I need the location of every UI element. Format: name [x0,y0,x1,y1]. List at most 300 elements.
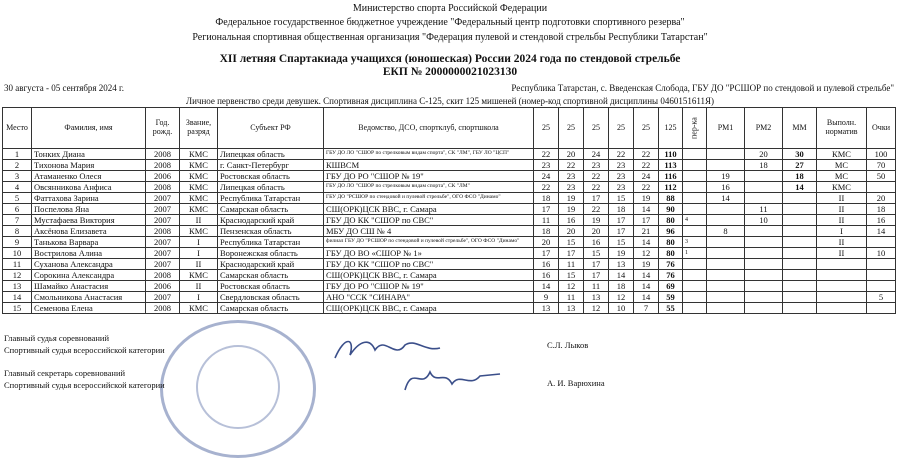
cell-region: Липецкая область [218,149,324,160]
cell-year: 2007 [146,237,180,248]
cell-s1: 16 [534,270,559,281]
cell-points: 100 [867,149,896,160]
column-header: 25 [559,108,584,149]
cell-s3: 19 [584,215,609,226]
competition-dates: 30 августа - 05 сентября 2024 г. [4,83,124,93]
cell-points: 10 [867,248,896,259]
cell-region: Липецкая область [218,182,324,193]
column-header: Ведомство, ДСО, спортклуб, спортшкола [324,108,534,149]
cell-s2: 20 [559,226,584,237]
secretary-name: А. И. Варюхина [547,378,605,388]
cell-s2: 17 [559,248,584,259]
cell-mm [783,248,817,259]
cell-region: Краснодарский край [218,259,324,270]
cell-rm2 [745,237,783,248]
cell-s4: 22 [609,149,634,160]
cell-total: 80 [659,215,683,226]
cell-place: 13 [3,281,32,292]
column-header: Очки [867,108,896,149]
cell-s5: 7 [634,303,659,314]
table-row [3,303,896,314]
cell-org: ГБУ ДО ЛО "СШОР по стрелковым видам спорта", СК "ЛМ" [324,182,534,193]
cell-rm1 [707,281,745,292]
cell-year: 2008 [146,160,180,171]
cell-rm1: 14 [707,193,745,204]
cell-s5: 19 [634,193,659,204]
secretary-title: Главный секретарь соревнований [4,368,126,378]
column-header: 25 [634,108,659,149]
cell-s1: 24 [534,171,559,182]
cell-s5: 14 [634,281,659,292]
cell-total: 112 [659,182,683,193]
cell-s1: 9 [534,292,559,303]
cell-rm2: 11 [745,204,783,215]
cell-name: Поспелова Яна [32,204,146,215]
cell-place: 4 [3,182,32,193]
cell-rm2 [745,281,783,292]
cell-mm [783,281,817,292]
cell-org: КШВСМ [324,160,534,171]
cell-rm1 [707,149,745,160]
cell-total: 113 [659,160,683,171]
cell-region: Воронежская область [218,248,324,259]
cell-norm: КМС [817,182,867,193]
cell-points [867,281,896,292]
cell-s1: 17 [534,204,559,215]
cell-mm [783,303,817,314]
table-row [3,171,896,182]
organization-line: Региональная спортивная общественная организация "Федерация пулевой и стендовой стрельбы Республики Татарстан" [192,32,708,43]
column-header: Место [3,108,32,149]
cell-s2: 23 [559,171,584,182]
cell-org: ГБУ ДО РО "СШОР № 19" [324,171,534,182]
cell-region: Свердловская область [218,292,324,303]
cell-shoot [683,204,707,215]
cell-org: СШ(ОРК)ЦСК ВВС, г. Самара [324,303,534,314]
cell-name: Семенова Елена [32,303,146,314]
cell-norm: II [817,204,867,215]
cell-total: 76 [659,259,683,270]
stamp-inner-ring [196,345,280,429]
cell-s2: 20 [559,149,584,160]
cell-norm: МС [817,160,867,171]
cell-org: ГБУ ДО ВО «СШОР № 1» [324,248,534,259]
table-row [3,182,896,193]
cell-rm2 [745,171,783,182]
cell-year: 2006 [146,171,180,182]
cell-s3: 20 [584,226,609,237]
column-header: Фамилия, имя [32,108,146,149]
cell-org: СШ(ОРК)ЦСК ВВС, г. Самара [324,204,534,215]
column-header: РМ2 [745,108,783,149]
cell-place: 2 [3,160,32,171]
cell-points: 14 [867,226,896,237]
cell-s4: 15 [609,193,634,204]
table-row [3,259,896,270]
cell-points [867,303,896,314]
cell-shoot [683,171,707,182]
cell-s5: 14 [634,204,659,215]
cell-region: Ростовская область [218,281,324,292]
table-row [3,193,896,204]
cell-total: 96 [659,226,683,237]
cell-mm: 14 [783,182,817,193]
cell-s3: 13 [584,292,609,303]
table-row [3,292,896,303]
cell-mm [783,292,817,303]
cell-place: 8 [3,226,32,237]
cell-rank: КМС [180,149,218,160]
cell-org: ГБУ ДО ЛО "СШОР по стрелковым видам спорта", СК "ЛМ", ГБУ ЛО "ЦСП" [324,149,534,160]
cell-s3: 16 [584,237,609,248]
cell-s3: 24 [584,149,609,160]
cell-year: 2007 [146,204,180,215]
cell-rank: КМС [180,193,218,204]
cell-rm1 [707,160,745,171]
column-header: Звание, разряд [180,108,218,149]
cell-name: Аксёнова Елизавета [32,226,146,237]
cell-points: 20 [867,193,896,204]
cell-total: 76 [659,270,683,281]
cell-year: 2008 [146,303,180,314]
cell-year: 2007 [146,292,180,303]
cell-place: 14 [3,292,32,303]
cell-region: Республика Татарстан [218,193,324,204]
cell-s1: 22 [534,149,559,160]
table-row [3,226,896,237]
cell-shoot [683,226,707,237]
cell-region: Пензенская область [218,226,324,237]
cell-total: 80 [659,248,683,259]
cell-norm: II [817,248,867,259]
cell-year: 2007 [146,193,180,204]
cell-norm: КМС [817,149,867,160]
cell-points: 50 [867,171,896,182]
cell-name: Тихонова Мария [32,160,146,171]
cell-rm2: 18 [745,160,783,171]
cell-shoot: 1 [683,248,707,259]
cell-mm [783,226,817,237]
cell-year: 2008 [146,270,180,281]
cell-region: Ростовская область [218,171,324,182]
cell-s3: 12 [584,303,609,314]
cell-rm2: 10 [745,215,783,226]
cell-place: 10 [3,248,32,259]
cell-points [867,237,896,248]
cell-rm1: 8 [707,226,745,237]
cell-s4: 23 [609,182,634,193]
table-row [3,237,896,248]
cell-total: 80 [659,237,683,248]
cell-norm [817,303,867,314]
cell-rm1 [707,248,745,259]
cell-rm2: 20 [745,149,783,160]
cell-s2: 11 [559,259,584,270]
cell-rank: КМС [180,204,218,215]
secretary-category: Спортивный судья всероссийской категории [4,380,165,390]
cell-rm2 [745,270,783,281]
ekp-number: ЕКП № 2000000021023130 [382,66,518,78]
discipline-line: Личное первенство среди девушек. Спортивная дисциплина С-125, скит 125 мишеней (номер-код спортивной дисциплины 0460151611Я) [186,96,714,106]
cell-region: Самарская область [218,204,324,215]
cell-org: СШ(ОРК)ЦСК ВВС, г. Самара [324,270,534,281]
column-header: Выполн. норматив [817,108,867,149]
cell-name: Вострилова Алина [32,248,146,259]
cell-points [867,182,896,193]
cell-rank: II [180,259,218,270]
cell-shoot [683,259,707,270]
cell-rank: КМС [180,303,218,314]
cell-s4: 18 [609,204,634,215]
table-header-row [3,108,896,149]
cell-region: г. Санкт-Петербург [218,160,324,171]
cell-org: ГБУ ДО "РСШОР по стендовой и пулевой стрельбе", ОГО ФСО "Динамо" [324,193,534,204]
cell-s4: 17 [609,215,634,226]
cell-rm2 [745,303,783,314]
cell-place: 6 [3,204,32,215]
cell-s5: 14 [634,292,659,303]
cell-total: 116 [659,171,683,182]
cell-name: Мустафаева Виктория [32,215,146,226]
cell-mm [783,259,817,270]
column-header: 125 [659,108,683,149]
competition-venue: Республика Татарстан, с. Введенская Слобода, ГБУ ДО "РСШОР по стендовой и пулевой стрельбе" [511,83,894,93]
cell-mm [783,204,817,215]
cell-s5: 22 [634,149,659,160]
cell-total: 55 [659,303,683,314]
column-header: 25 [584,108,609,149]
cell-shoot: 3 [683,237,707,248]
cell-rank: КМС [180,182,218,193]
cell-norm: II [817,237,867,248]
cell-year: 2007 [146,215,180,226]
ministry-line: Министерство спорта Российской Федерации [352,3,548,14]
cell-org: филиал ГБУ ДО "РСШОР по стендовой и пулевой стрельбе", ОГО ФСО "Динамо" [324,237,534,248]
cell-shoot: 4 [683,215,707,226]
cell-s1: 18 [534,193,559,204]
column-header: 25 [609,108,634,149]
cell-s4: 23 [609,171,634,182]
cell-s3: 23 [584,160,609,171]
cell-points: 70 [867,160,896,171]
cell-s3: 17 [584,259,609,270]
cell-s2: 16 [559,215,584,226]
cell-name: Сорокина Александра [32,270,146,281]
cell-total: 69 [659,281,683,292]
cell-norm [817,292,867,303]
cell-s1: 16 [534,259,559,270]
cell-rm1 [707,270,745,281]
cell-rank: КМС [180,270,218,281]
cell-shoot [683,281,707,292]
cell-mm: 18 [783,171,817,182]
cell-points: 18 [867,204,896,215]
cell-region: Республика Татарстан [218,237,324,248]
cell-region: Самарская область [218,270,324,281]
cell-norm [817,270,867,281]
cell-rm1 [707,237,745,248]
cell-region: Самарская область [218,303,324,314]
cell-s4: 15 [609,237,634,248]
cell-name: Смольникова Анастасия [32,292,146,303]
cell-rm1: 19 [707,171,745,182]
cell-s5: 19 [634,259,659,270]
cell-s5: 14 [634,270,659,281]
cell-year: 2008 [146,149,180,160]
cell-s4: 19 [609,248,634,259]
institution-line: Федеральное государственное бюджетное учреждение "Федеральный центр подготовки спортивного резерва" [215,17,685,28]
cell-name: Шамайко Анастасия [32,281,146,292]
cell-rm1 [707,303,745,314]
secretary-signature [400,360,510,400]
table-row [3,281,896,292]
cell-norm: II [817,193,867,204]
cell-year: 2008 [146,182,180,193]
cell-s3: 17 [584,193,609,204]
table-row [3,149,896,160]
cell-name: Танькова Варвара [32,237,146,248]
cell-s2: 19 [559,193,584,204]
cell-s2: 19 [559,204,584,215]
cell-name: Овсянникова Анфиса [32,182,146,193]
cell-s2: 13 [559,303,584,314]
cell-place: 15 [3,303,32,314]
cell-place: 3 [3,171,32,182]
cell-points [867,270,896,281]
cell-shoot [683,182,707,193]
cell-s5: 17 [634,215,659,226]
cell-s1: 11 [534,215,559,226]
cell-s4: 23 [609,160,634,171]
cell-name: Тонких Диана [32,149,146,160]
cell-norm [817,281,867,292]
cell-s1: 20 [534,237,559,248]
cell-year: 2006 [146,281,180,292]
cell-s2: 12 [559,281,584,292]
cell-norm: II [817,215,867,226]
cell-rank: I [180,237,218,248]
cell-s1: 13 [534,303,559,314]
cell-place: 5 [3,193,32,204]
cell-rank: I [180,292,218,303]
cell-s5: 12 [634,248,659,259]
column-header: ММ [783,108,817,149]
cell-norm [817,259,867,270]
cell-place: 9 [3,237,32,248]
cell-rank: КМС [180,160,218,171]
cell-total: 88 [659,193,683,204]
cell-org: ГБУ ДО РО "СШОР № 19" [324,281,534,292]
cell-s3: 22 [584,182,609,193]
cell-s1: 17 [534,248,559,259]
cell-s4: 10 [609,303,634,314]
judge-category: Спортивный судья всероссийской категории [4,345,165,355]
cell-points: 16 [867,215,896,226]
cell-mm [783,237,817,248]
cell-shoot [683,292,707,303]
cell-s3: 11 [584,281,609,292]
cell-rm2 [745,226,783,237]
table-row [3,215,896,226]
cell-name: Суханова Александра [32,259,146,270]
cell-s3: 17 [584,270,609,281]
cell-s2: 23 [559,182,584,193]
cell-region: Краснодарский край [218,215,324,226]
cell-mm: 27 [783,160,817,171]
cell-year: 2008 [146,226,180,237]
cell-s4: 14 [609,270,634,281]
cell-mm: 30 [783,149,817,160]
cell-s5: 22 [634,182,659,193]
cell-rm1 [707,259,745,270]
column-header: Субъект РФ [218,108,324,149]
cell-s1: 23 [534,160,559,171]
cell-rank: КМС [180,171,218,182]
cell-s5: 21 [634,226,659,237]
column-header: РМ1 [707,108,745,149]
cell-shoot [683,303,707,314]
cell-s1: 22 [534,182,559,193]
cell-rm2 [745,182,783,193]
cell-name: Атаманенко Олеся [32,171,146,182]
table-row [3,160,896,171]
cell-s1: 14 [534,281,559,292]
cell-s4: 13 [609,259,634,270]
cell-points [867,259,896,270]
cell-s4: 17 [609,226,634,237]
cell-s5: 14 [634,237,659,248]
cell-rank: КМС [180,226,218,237]
cell-s3: 22 [584,204,609,215]
cell-org: ГБУ ДО КК "СШОР по СВС" [324,215,534,226]
cell-rank: II [180,215,218,226]
table-row [3,204,896,215]
cell-year: 2007 [146,248,180,259]
cell-points: 5 [867,292,896,303]
cell-s4: 12 [609,292,634,303]
cell-year: 2007 [146,259,180,270]
cell-total: 59 [659,292,683,303]
page-title: XII летняя Спартакиада учащихся (юношеская) России 2024 года по стендовой стрельбе [219,53,681,65]
cell-place: 1 [3,149,32,160]
cell-shoot [683,149,707,160]
cell-norm: МС [817,171,867,182]
cell-total: 110 [659,149,683,160]
cell-s5: 22 [634,160,659,171]
results-table [2,107,896,314]
cell-s3: 15 [584,248,609,259]
cell-shoot [683,160,707,171]
cell-name: Фаттахова Зарина [32,193,146,204]
cell-place: 12 [3,270,32,281]
cell-s5: 24 [634,171,659,182]
cell-total: 90 [659,204,683,215]
cell-org: МБУ ДО СШ № 4 [324,226,534,237]
cell-shoot [683,270,707,281]
cell-place: 7 [3,215,32,226]
cell-s3: 22 [584,171,609,182]
table-body [3,149,896,314]
cell-s2: 11 [559,292,584,303]
cell-rank: II [180,281,218,292]
cell-s4: 18 [609,281,634,292]
cell-place: 11 [3,259,32,270]
column-header: пер-ка [683,108,707,149]
cell-rm1: 16 [707,182,745,193]
cell-mm [783,193,817,204]
cell-rm1 [707,215,745,226]
judge-name: С.Л. Лыков [547,340,589,350]
